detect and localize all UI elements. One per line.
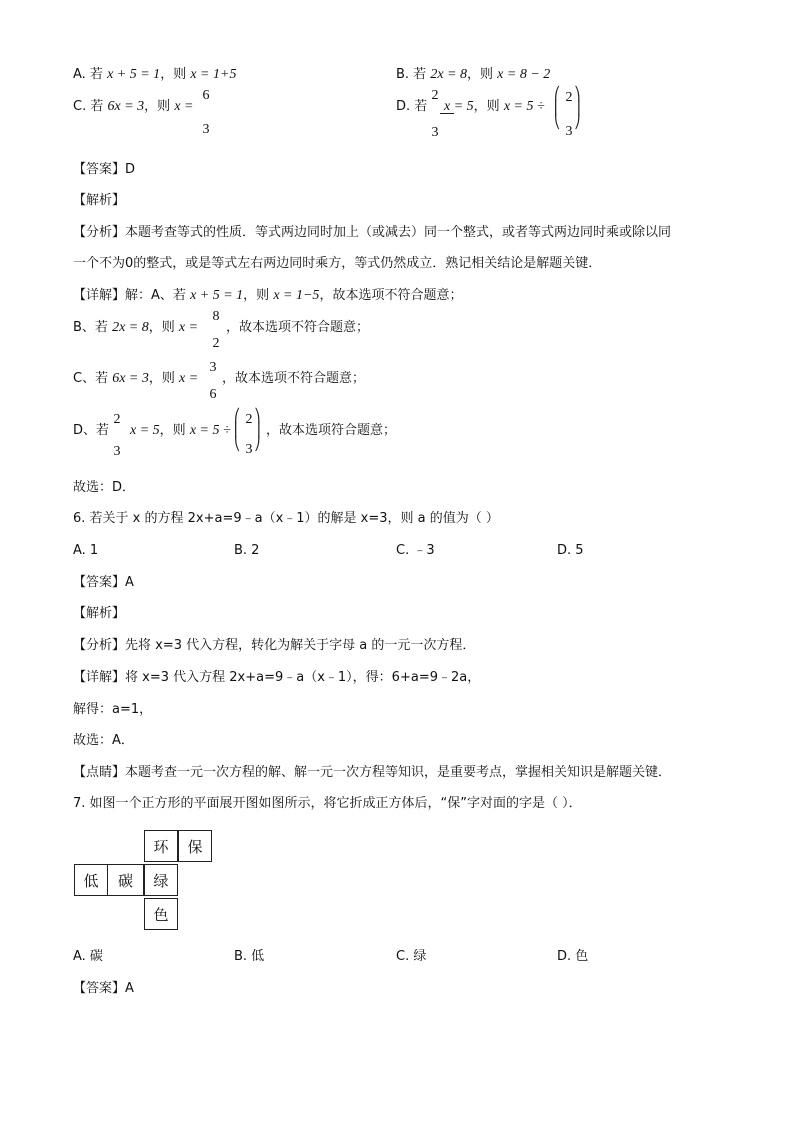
- fraction-denominator: 6: [209, 387, 217, 402]
- fenxi-tag: 【分析】: [73, 638, 126, 653]
- q5-detail-b: [73, 320, 198, 336]
- math-expression: 2x = 8: [112, 320, 149, 335]
- net-cell: 低: [74, 864, 108, 896]
- q5-detail-d-post: ，故本选项符合题意；: [266, 423, 397, 438]
- math-expression: x = 5: [130, 423, 160, 438]
- q6-option-a: A. 1: [73, 543, 99, 558]
- fraction-denominator: 3: [245, 442, 253, 457]
- q6-fenxi: [73, 638, 475, 654]
- xiangjie-text: 将 x=3 代入方程 2x+a=9﹣a（x﹣1），得：6+a=9﹣2a，: [125, 670, 481, 685]
- option-label: C. 若: [73, 99, 104, 114]
- left-paren-icon: ⎛ ⎜ ⎝: [554, 87, 561, 130]
- math-expression: x + 5 = 1: [190, 288, 244, 303]
- answer-tag: 【答案】: [73, 981, 126, 996]
- math-expression: 6x = 3: [107, 99, 145, 114]
- math-expression: x = 1+5: [190, 67, 237, 82]
- text: ，则: [159, 423, 186, 438]
- q5-fenxi-line2: 一个不为0的整式，或是等式左右两边同时乘方，等式仍然成立．熟记相关结论是解题关键．: [73, 256, 602, 271]
- option-label: B. 若: [396, 67, 427, 82]
- fraction-numerator: 8: [212, 309, 220, 324]
- math-expression: x =: [174, 99, 194, 114]
- fraction-numerator: 2: [245, 412, 253, 427]
- q5-fenxi-line1: [73, 225, 671, 241]
- math-expression: 2x = 8: [430, 67, 467, 82]
- fenxi-tag: 【分析】: [73, 225, 126, 240]
- q5-choose: 故选：D．: [73, 480, 136, 495]
- text: 解：A、若: [125, 288, 186, 303]
- net-cell: 色: [144, 898, 178, 930]
- text: ，则: [148, 320, 175, 335]
- answer-value: A: [125, 981, 134, 996]
- q6-option-d: D. 5: [557, 543, 584, 558]
- q7-option-b: B. 低: [234, 949, 265, 964]
- net-cell: 环: [144, 830, 178, 862]
- q6-solve: 解得：a=1，: [73, 702, 153, 717]
- fraction-numerator: 6: [202, 88, 210, 103]
- q5-detail-c: [73, 371, 198, 387]
- q5-answer: [73, 162, 135, 178]
- math-expression: x =: [178, 320, 199, 335]
- q5-option-a: [73, 67, 236, 83]
- q5-option-d-rest: [444, 99, 545, 115]
- text: ，则: [243, 288, 270, 303]
- q7-option-d: D. 色: [557, 949, 589, 964]
- option-label: D. 若: [396, 99, 428, 114]
- fenxi-text: 先将 x=3 代入方程，转化为解关于字母 a 的一元一次方程．: [125, 638, 476, 653]
- math-expression: x = 5: [444, 99, 474, 114]
- q5-detail-b-post: ，故本选项不符合题意；: [226, 320, 370, 335]
- math-expression: x = 5 ÷: [503, 99, 545, 114]
- q5-option-b: [396, 67, 550, 83]
- fraction-numerator: 3: [209, 360, 217, 375]
- text: ，则: [160, 67, 187, 82]
- math-expression: x = 5 ÷: [189, 423, 231, 438]
- q7-answer: [73, 981, 134, 997]
- net-cell: 碳: [108, 864, 144, 896]
- fraction-denominator: 3: [565, 124, 573, 139]
- xiangjie-tag: 【详解】: [73, 288, 126, 303]
- fraction-numerator: 2: [431, 88, 439, 103]
- fenxi-text: 本题考查等式的性质．等式两边同时加上（或减去）同一个整式，或者等式两边同时乘或除以同: [125, 225, 672, 240]
- right-paren-icon: ⎞ ⎟ ⎠: [254, 409, 261, 452]
- answer-tag: 【答案】: [73, 162, 126, 177]
- answer-tag: 【答案】: [73, 575, 126, 590]
- text: B、若: [73, 320, 108, 335]
- text: C、若: [73, 371, 109, 386]
- q5-detail-d: [73, 423, 109, 439]
- q6-option-c: C. ﹣3: [396, 543, 435, 558]
- option-label: A. 若: [73, 67, 103, 82]
- text: ，故本选项不符合题意；: [319, 288, 463, 303]
- answer-value: D: [125, 162, 136, 177]
- math-expression: x = 8 − 2: [497, 67, 551, 82]
- text: D、若: [73, 423, 110, 438]
- q5-detail-a: [73, 288, 462, 304]
- text: ，则: [144, 99, 171, 114]
- dianjing-text: 本题考查一元一次方程的解、解一元一次方程等知识，是重要考点，掌握相关知识是解题关键．: [125, 765, 672, 780]
- fraction-numerator: 2: [113, 412, 121, 427]
- fraction-denominator: 3: [113, 444, 121, 459]
- net-cell: 绿: [144, 864, 178, 896]
- q5-analysis-tag: 【解析】: [73, 193, 126, 208]
- q6-option-b: B. 2: [234, 543, 260, 558]
- q6-xiangjie: [73, 670, 480, 686]
- answer-value: A: [125, 575, 134, 590]
- net-cell: 保: [178, 830, 212, 862]
- dianjing-tag: 【点睛】: [73, 765, 126, 780]
- text: ，则: [473, 99, 500, 114]
- q5-option-d: [396, 99, 427, 115]
- math-expression: x =: [179, 371, 199, 386]
- q6-analysis-tag: 【解析】: [73, 606, 126, 621]
- math-expression: x = 1−5: [273, 288, 320, 303]
- q7-option-a: A. 碳: [73, 949, 103, 964]
- q5-detail-c-post: ，故本选项不符合题意；: [222, 371, 366, 386]
- q6-stem: 6. 若关于 x 的方程 2x+a=9﹣a（x﹣1）的解是 x=3，则 a 的值为（ ）: [73, 511, 499, 526]
- fraction-denominator: 2: [212, 336, 220, 351]
- left-paren-icon: ⎛ ⎜ ⎝: [234, 409, 241, 452]
- q6-dianjing: [73, 765, 671, 781]
- text: ，则: [148, 371, 175, 386]
- math-expression: 6x = 3: [112, 371, 149, 386]
- q6-answer: [73, 575, 134, 591]
- math-expression: x + 5 = 1: [107, 67, 161, 82]
- q5-detail-d-rest: [130, 423, 231, 439]
- fraction-denominator: 3: [202, 122, 210, 137]
- q6-choose: 故选：A．: [73, 733, 134, 748]
- fraction-denominator: 3: [431, 125, 439, 140]
- q7-stem: 7. 如图一个正方形的平面展开图如图所示，将它折成正方体后，“保”字对面的字是（ ）．: [73, 796, 582, 811]
- text: ，则: [467, 67, 494, 82]
- right-paren-icon: ⎞ ⎟ ⎠: [574, 87, 581, 130]
- q7-option-c: C. 绿: [396, 949, 427, 964]
- q5-option-c: [73, 99, 193, 115]
- xiangjie-tag: 【详解】: [73, 670, 126, 685]
- fraction-numerator: 2: [565, 90, 573, 105]
